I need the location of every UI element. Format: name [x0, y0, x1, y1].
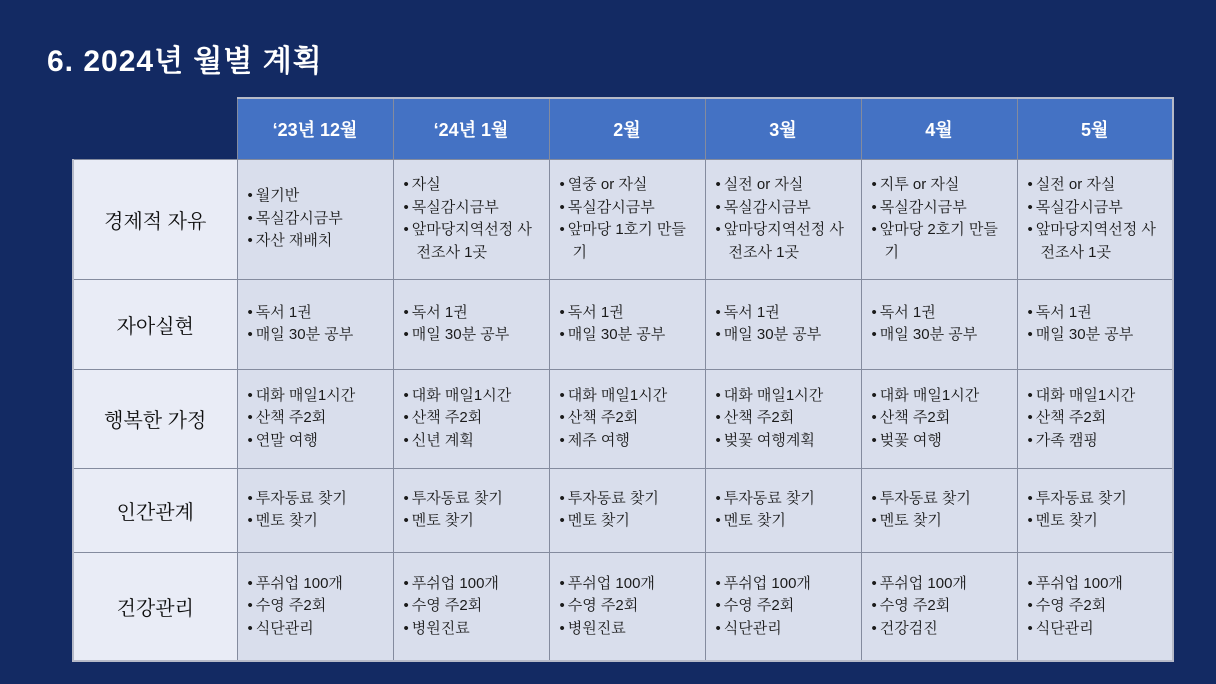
bullet-icon: •	[247, 326, 253, 343]
bullet-icon: •	[559, 176, 565, 193]
bullet-icon: •	[871, 431, 877, 449]
bullet-item	[872, 174, 1009, 197]
bullet-text: 투자동료 찾기	[723, 489, 815, 507]
bullet-item	[872, 573, 1009, 596]
plan-cell	[1017, 159, 1173, 279]
bullet-icon: •	[1027, 574, 1033, 592]
bullet-icon: •	[247, 619, 253, 637]
bullet-text: 매일 30분 공부	[723, 326, 822, 343]
bullet-item	[404, 510, 541, 533]
bullet-item	[716, 197, 853, 220]
bullet-icon: •	[871, 176, 877, 193]
bullet-icon: •	[871, 512, 877, 529]
bullet-text: 대화 매일1시간	[411, 386, 512, 404]
bullet-item	[716, 573, 853, 596]
plan-cell	[705, 552, 861, 661]
bullet-item	[404, 407, 541, 430]
bullet-icon: •	[403, 386, 409, 404]
bullet-icon: •	[715, 512, 721, 529]
bullet-text: 매일 30분 공부	[255, 326, 354, 343]
bullet-text: 독서 1권	[723, 303, 780, 321]
month-header-cell: ‘23년 12월	[237, 98, 393, 159]
plan-cell	[1017, 552, 1173, 661]
bullet-item	[404, 197, 541, 220]
bullet-icon: •	[403, 431, 409, 449]
bullet-icon: •	[715, 303, 721, 321]
bullet-text: 산책 주2회	[411, 409, 483, 427]
bullet-text: 산책 주2회	[255, 409, 327, 427]
bullet-item	[872, 430, 1009, 453]
bullet-icon: •	[247, 209, 253, 227]
bullet-item	[248, 302, 385, 325]
bullet-text: 푸쉬업 100개	[255, 574, 343, 592]
plan-cell	[1017, 468, 1173, 552]
corner-spacer	[73, 98, 237, 159]
bullet-item	[716, 385, 853, 408]
bullet-item	[248, 510, 385, 533]
bullet-item	[716, 302, 853, 325]
bullet-item	[1028, 488, 1165, 511]
bullet-item	[560, 385, 697, 408]
bullet-icon: •	[403, 512, 409, 529]
bullet-text: 투자동료 찾기	[879, 489, 971, 507]
bullet-icon: •	[559, 574, 565, 592]
bullet-text: 수영 주2회	[255, 597, 327, 614]
page-title: 6. 2024년 월별 계획	[47, 45, 323, 78]
bullet-text: 목실감시금부	[411, 198, 499, 216]
bullet-item	[404, 618, 541, 641]
plan-cell	[549, 369, 705, 468]
bullet-text: 실전 or 자실	[1035, 176, 1116, 193]
bullet-item	[872, 510, 1009, 533]
bullet-text: 앞마당지역선정 사전조사 1곳	[723, 221, 844, 261]
bullet-text: 멘토 찾기	[1035, 512, 1098, 529]
bullet-text: 목실감시금부	[879, 198, 967, 216]
bullet-icon: •	[715, 409, 721, 427]
bullet-icon: •	[403, 176, 409, 193]
bullet-item	[872, 197, 1009, 220]
row-label-cell: 자아실현	[73, 279, 237, 369]
bullet-icon: •	[559, 303, 565, 321]
bullet-item	[404, 488, 541, 511]
bullet-text: 멘토 찾기	[255, 512, 318, 529]
plan-table	[72, 97, 1174, 662]
bullet-item	[560, 302, 697, 325]
bullet-text: 목실감시금부	[723, 198, 811, 216]
bullet-text: 지투 or 자실	[879, 176, 960, 193]
bullet-icon: •	[247, 489, 253, 507]
bullet-item	[1028, 430, 1165, 453]
bullet-item	[560, 595, 697, 618]
plan-cell	[393, 159, 549, 279]
plan-cell	[237, 468, 393, 552]
bullet-icon: •	[715, 386, 721, 404]
bullet-item	[560, 488, 697, 511]
bullet-text: 매일 30분 공부	[879, 326, 978, 343]
bullet-text: 매일 30분 공부	[1035, 326, 1134, 343]
bullet-icon: •	[247, 232, 253, 250]
bullet-text: 푸쉬업 100개	[1035, 574, 1123, 592]
month-header-cell: 2월	[549, 98, 705, 159]
row-label-cell: 인간관계	[73, 468, 237, 552]
bullet-item	[1028, 385, 1165, 408]
bullet-text: 대화 매일1시간	[255, 386, 356, 404]
bullet-text: 제주 여행	[567, 431, 630, 449]
bullet-item	[872, 385, 1009, 408]
bullet-icon: •	[1027, 619, 1033, 637]
bullet-item	[716, 488, 853, 511]
bullet-text: 산책 주2회	[567, 409, 639, 427]
bullet-text: 투자동료 찾기	[567, 489, 659, 507]
bullet-icon: •	[1027, 326, 1033, 343]
row-label-cell: 행복한 가정	[73, 369, 237, 468]
bullet-item	[872, 302, 1009, 325]
bullet-text: 독서 1권	[879, 303, 936, 321]
bullet-icon: •	[247, 597, 253, 614]
bullet-item	[404, 324, 541, 347]
plan-cell	[393, 552, 549, 661]
plan-cell	[1017, 369, 1173, 468]
bullet-icon: •	[1027, 597, 1033, 614]
bullet-icon: •	[1027, 512, 1033, 529]
bullet-icon: •	[247, 512, 253, 529]
bullet-text: 건강검진	[879, 619, 938, 637]
bullet-icon: •	[403, 303, 409, 321]
bullet-text: 수영 주2회	[723, 597, 795, 614]
bullet-icon: •	[715, 574, 721, 592]
plan-cell	[705, 369, 861, 468]
bullet-item	[716, 618, 853, 641]
bullet-item	[872, 219, 1009, 264]
bullet-item	[404, 573, 541, 596]
bullet-item	[404, 174, 541, 197]
bullet-icon: •	[403, 326, 409, 343]
bullet-item	[1028, 174, 1165, 197]
month-header-cell: 5월	[1017, 98, 1173, 159]
plan-cell	[861, 369, 1017, 468]
bullet-item	[1028, 595, 1165, 618]
bullet-item	[1028, 618, 1165, 641]
bullet-icon: •	[1027, 221, 1033, 238]
bullet-item	[248, 430, 385, 453]
bullet-icon: •	[403, 597, 409, 614]
bullet-text: 벚꽃 여행	[879, 431, 942, 449]
bullet-icon: •	[559, 512, 565, 529]
bullet-item	[560, 407, 697, 430]
plan-cell	[549, 159, 705, 279]
bullet-item	[716, 407, 853, 430]
bullet-text: 식단관리	[1035, 619, 1094, 637]
bullet-item	[560, 174, 697, 197]
plan-cell	[237, 279, 393, 369]
bullet-item	[248, 185, 385, 208]
plan-cell	[705, 468, 861, 552]
bullet-item	[404, 302, 541, 325]
bullet-icon: •	[871, 597, 877, 614]
bullet-text: 병원진료	[411, 619, 470, 637]
bullet-icon: •	[871, 409, 877, 427]
bullet-text: 푸쉬업 100개	[567, 574, 655, 592]
bullet-text: 대화 매일1시간	[723, 386, 824, 404]
bullet-icon: •	[1027, 386, 1033, 404]
bullet-text: 앞마당지역선정 사전조사 1곳	[1035, 221, 1156, 261]
bullet-icon: •	[871, 574, 877, 592]
plan-cell	[237, 159, 393, 279]
bullet-item	[560, 573, 697, 596]
bullet-icon: •	[403, 221, 409, 238]
bullet-icon: •	[715, 489, 721, 507]
bullet-item	[1028, 510, 1165, 533]
plan-cell	[861, 279, 1017, 369]
bullet-text: 멘토 찾기	[411, 512, 474, 529]
bullet-text: 푸쉬업 100개	[723, 574, 811, 592]
bullet-icon: •	[871, 386, 877, 404]
bullet-item	[716, 430, 853, 453]
bullet-text: 벚꽃 여행계획	[723, 431, 815, 449]
bullet-item	[560, 197, 697, 220]
bullet-text: 독서 1권	[411, 303, 468, 321]
bullet-icon: •	[1027, 431, 1033, 449]
bullet-icon: •	[871, 198, 877, 216]
bullet-text: 앞마당 2호기 만들기	[879, 221, 998, 261]
bullet-item	[248, 208, 385, 231]
bullet-icon: •	[559, 326, 565, 343]
bullet-icon: •	[1027, 489, 1033, 507]
plan-cell	[393, 369, 549, 468]
bullet-text: 목실감시금부	[567, 198, 655, 216]
bullet-item	[248, 230, 385, 253]
row-label-cell: 건강관리	[73, 552, 237, 661]
bullet-item	[560, 324, 697, 347]
bullet-icon: •	[403, 409, 409, 427]
bullet-text: 실전 or 자실	[723, 176, 804, 193]
plan-cell	[861, 159, 1017, 279]
bullet-icon: •	[403, 574, 409, 592]
bullet-item	[560, 510, 697, 533]
bullet-item	[248, 488, 385, 511]
bullet-text: 푸쉬업 100개	[879, 574, 967, 592]
bullet-item	[560, 430, 697, 453]
bullet-icon: •	[715, 176, 721, 193]
plan-cell	[549, 468, 705, 552]
month-header-cell: 3월	[705, 98, 861, 159]
plan-cell	[861, 552, 1017, 661]
bullet-icon: •	[247, 386, 253, 404]
bullet-icon: •	[1027, 409, 1033, 427]
plan-table-body	[73, 98, 1173, 661]
bullet-text: 수영 주2회	[567, 597, 639, 614]
bullet-icon: •	[715, 431, 721, 449]
bullet-item	[248, 573, 385, 596]
bullet-text: 연말 여행	[255, 431, 318, 449]
plan-cell	[237, 552, 393, 661]
bullet-icon: •	[247, 303, 253, 321]
bullet-text: 앞마당 1호기 만들기	[567, 221, 686, 261]
bullet-icon: •	[715, 198, 721, 216]
bullet-text: 매일 30분 공부	[411, 326, 510, 343]
bullet-text: 독서 1권	[1035, 303, 1092, 321]
bullet-icon: •	[871, 303, 877, 321]
bullet-item	[716, 174, 853, 197]
bullet-icon: •	[1027, 176, 1033, 193]
plan-cell	[705, 159, 861, 279]
bullet-text: 매일 30분 공부	[567, 326, 666, 343]
bullet-item	[404, 595, 541, 618]
bullet-item	[716, 219, 853, 264]
bullet-text: 자산 재배치	[255, 232, 333, 250]
bullet-text: 자실	[411, 176, 441, 193]
bullet-text: 독서 1권	[255, 303, 312, 321]
bullet-icon: •	[559, 221, 565, 238]
bullet-text: 투자동료 찾기	[1035, 489, 1127, 507]
plan-cell	[393, 468, 549, 552]
month-header-cell: 4월	[861, 98, 1017, 159]
bullet-item	[872, 324, 1009, 347]
bullet-text: 신년 계획	[411, 431, 474, 449]
bullet-icon: •	[559, 489, 565, 507]
bullet-item	[716, 324, 853, 347]
bullet-item	[560, 219, 697, 264]
bullet-text: 멘토 찾기	[723, 512, 786, 529]
bullet-text: 대화 매일1시간	[1035, 386, 1136, 404]
bullet-text: 멘토 찾기	[879, 512, 942, 529]
bullet-icon: •	[871, 489, 877, 507]
bullet-icon: •	[559, 386, 565, 404]
bullet-item	[248, 324, 385, 347]
bullet-text: 투자동료 찾기	[411, 489, 503, 507]
bullet-text: 식단관리	[255, 619, 314, 637]
plan-cell	[1017, 279, 1173, 369]
bullet-icon: •	[559, 619, 565, 637]
plan-cell	[861, 468, 1017, 552]
bullet-text: 투자동료 찾기	[255, 489, 347, 507]
month-header-cell: ‘24년 1월	[393, 98, 549, 159]
bullet-item	[404, 430, 541, 453]
bullet-text: 식단관리	[723, 619, 782, 637]
bullet-icon: •	[403, 198, 409, 216]
plan-cell	[549, 279, 705, 369]
bullet-text: 수영 주2회	[879, 597, 951, 614]
bullet-item	[716, 510, 853, 533]
bullet-item	[872, 595, 1009, 618]
bullet-item	[872, 488, 1009, 511]
bullet-text: 대화 매일1시간	[567, 386, 668, 404]
bullet-text: 산책 주2회	[1035, 409, 1107, 427]
bullet-item	[248, 595, 385, 618]
bullet-icon: •	[403, 489, 409, 507]
bullet-text: 멘토 찾기	[567, 512, 630, 529]
bullet-icon: •	[559, 597, 565, 614]
bullet-item	[404, 385, 541, 408]
bullet-text: 병원진료	[567, 619, 626, 637]
row-label-cell: 경제적 자유	[73, 159, 237, 279]
bullet-text: 수영 주2회	[1035, 597, 1107, 614]
bullet-icon: •	[715, 326, 721, 343]
bullet-text: 목실감시금부	[1035, 198, 1123, 216]
plan-cell	[393, 279, 549, 369]
bullet-item	[716, 595, 853, 618]
bullet-icon: •	[247, 574, 253, 592]
bullet-item	[1028, 573, 1165, 596]
bullet-item	[248, 407, 385, 430]
bullet-text: 월기반	[255, 187, 300, 205]
bullet-icon: •	[559, 409, 565, 427]
bullet-text: 가족 캠핑	[1035, 431, 1098, 449]
bullet-icon: •	[871, 221, 877, 238]
bullet-text: 산책 주2회	[879, 409, 951, 427]
bullet-text: 수영 주2회	[411, 597, 483, 614]
bullet-icon: •	[1027, 303, 1033, 321]
bullet-item	[1028, 407, 1165, 430]
plan-cell	[549, 552, 705, 661]
bullet-item	[1028, 324, 1165, 347]
bullet-item	[872, 618, 1009, 641]
bullet-text: 독서 1권	[567, 303, 624, 321]
bullet-icon: •	[871, 326, 877, 343]
bullet-item	[1028, 197, 1165, 220]
bullet-icon: •	[559, 198, 565, 216]
plan-cell	[237, 369, 393, 468]
bullet-text: 산책 주2회	[723, 409, 795, 427]
bullet-icon: •	[403, 619, 409, 637]
bullet-item	[248, 618, 385, 641]
bullet-icon: •	[247, 409, 253, 427]
bullet-icon: •	[715, 597, 721, 614]
bullet-text: 열중 or 자실	[567, 176, 648, 193]
bullet-icon: •	[559, 431, 565, 449]
bullet-icon: •	[247, 187, 253, 205]
plan-cell	[705, 279, 861, 369]
bullet-item	[872, 407, 1009, 430]
bullet-item	[560, 618, 697, 641]
bullet-text: 앞마당지역선정 사전조사 1곳	[411, 221, 532, 261]
bullet-item	[248, 385, 385, 408]
bullet-icon: •	[715, 221, 721, 238]
bullet-icon: •	[247, 431, 253, 449]
bullet-text: 목실감시금부	[255, 209, 343, 227]
bullet-item	[404, 219, 541, 264]
bullet-item	[1028, 302, 1165, 325]
bullet-item	[1028, 219, 1165, 264]
bullet-text: 대화 매일1시간	[879, 386, 980, 404]
bullet-text: 푸쉬업 100개	[411, 574, 499, 592]
bullet-icon: •	[715, 619, 721, 637]
bullet-icon: •	[871, 619, 877, 637]
bullet-icon: •	[1027, 198, 1033, 216]
